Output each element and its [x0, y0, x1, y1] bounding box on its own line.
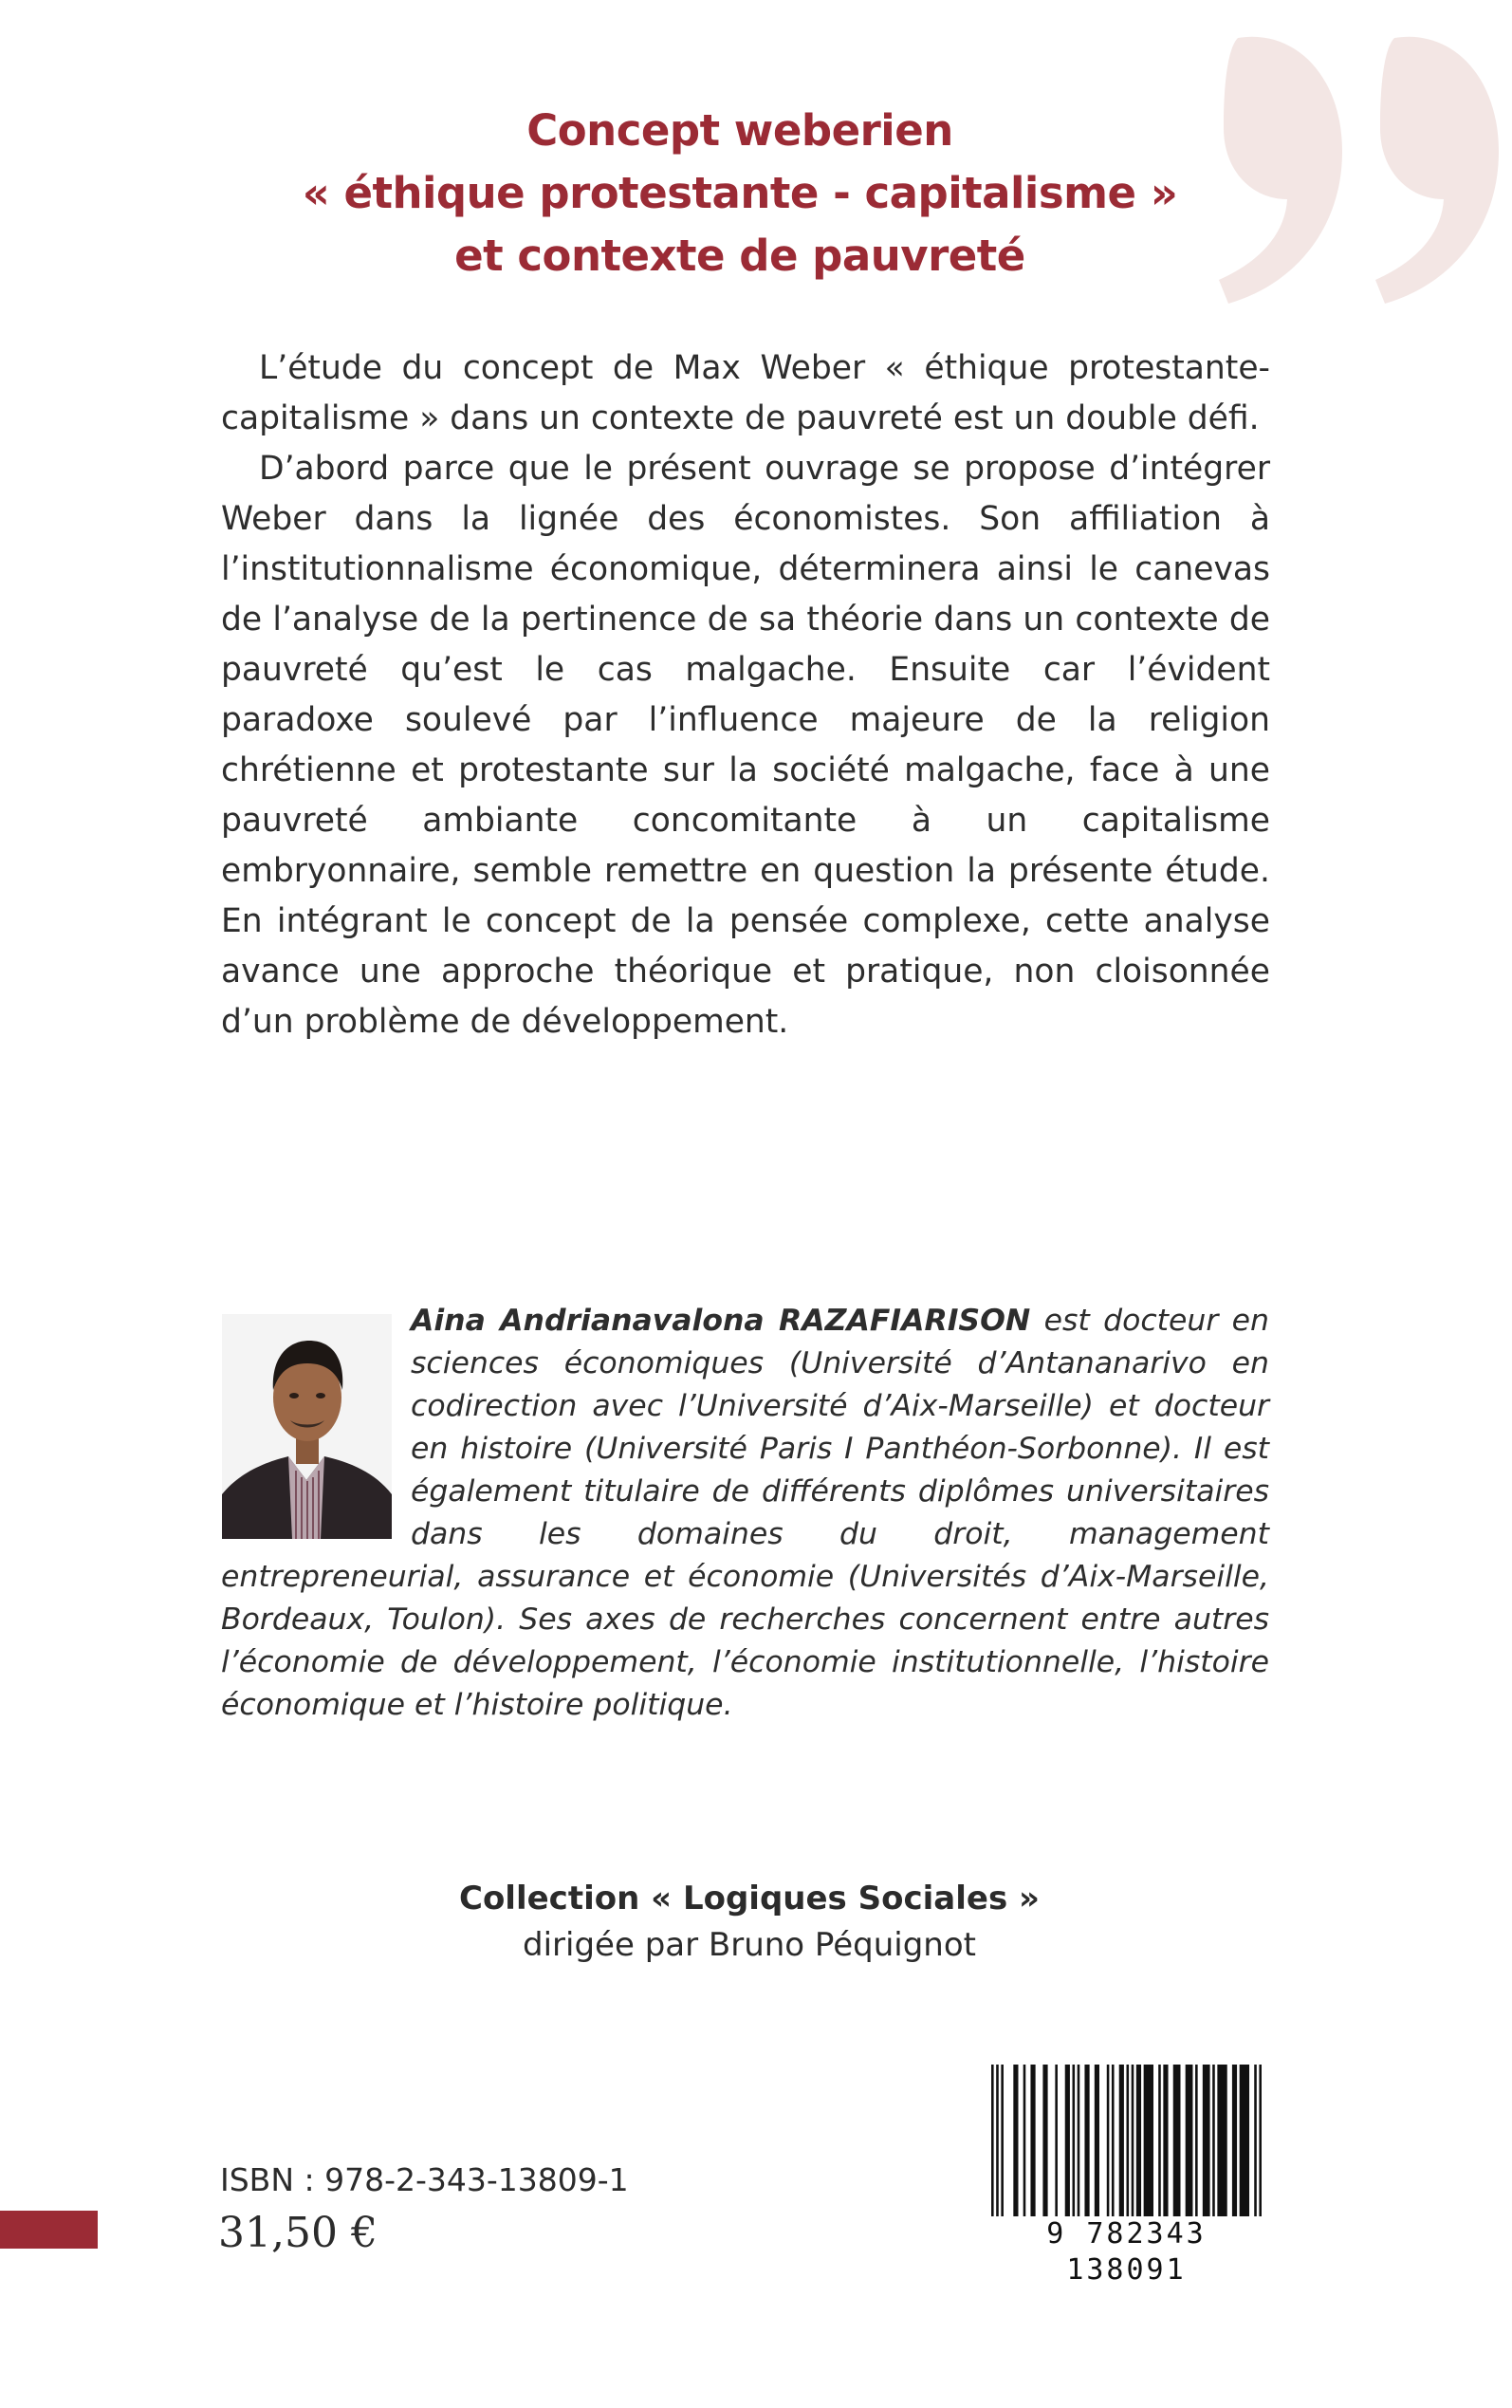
barcode-bar	[1144, 2065, 1153, 2216]
barcode-bar	[1013, 2065, 1018, 2216]
author-name: Aina Andrianavalona RAZAFIARISON	[411, 1304, 1031, 1338]
synopsis-paragraph-1: L’étude du concept de Max Weber « éthique protestante-capitalisme » dans un contexte de pauvreté est un double défi.	[221, 349, 1270, 437]
barcode-bar	[1127, 2065, 1130, 2216]
barcode-bar	[1065, 2065, 1070, 2216]
barcode-bar	[1084, 2065, 1089, 2216]
barcode-bar	[1232, 2065, 1237, 2216]
barcode-bar	[1001, 2065, 1004, 2216]
barcode-bar	[1132, 2065, 1134, 2216]
author-photo	[222, 1314, 392, 1539]
isbn: ISBN : 978-2-343-13809-1	[220, 2161, 629, 2198]
barcode-bar	[1078, 2065, 1080, 2216]
barcode-bar	[1136, 2065, 1141, 2216]
synopsis-paragraph-2: D’abord parce que le présent ouvrage se propose d’intégrer Weber dans la lignée des économistes. Son affiliation à l’institutionnalisme économique, déterminera ainsi le canevas de l’analyse de la pertinence de sa théorie dans un contexte de pauvreté qu’est le cas malgache. Ensuite car l’évident paradoxe soulevé par l’influence majeure de la religion chrétienne et protestante sur la société malgache, face à une pauvreté ambiante concomitante à un capitalisme embryonnaire, semble remettre en question la présente étude. En intégrant le concept de la pensée complexe, cette analyse avance une approche théorique et pratique, non cloisonnée d’un problème de développement.	[221, 450, 1270, 1041]
collection-director: dirigée par Bruno Péquignot	[523, 1926, 976, 1964]
barcode-bar	[1195, 2065, 1198, 2216]
collection-info	[313, 1875, 1186, 1968]
barcode-bar	[1158, 2065, 1161, 2216]
barcode-bar	[1259, 2065, 1262, 2216]
collection-title: Collection « Logiques Sociales »	[459, 1880, 1040, 1917]
book-title	[218, 100, 1262, 287]
barcode-bar	[1173, 2065, 1181, 2216]
barcode-bar	[1217, 2065, 1226, 2216]
barcode-bar	[1186, 2065, 1193, 2216]
red-accent-band	[0, 2211, 98, 2249]
barcode-bar	[1112, 2065, 1115, 2216]
barcode-bar	[1212, 2065, 1215, 2216]
barcode-bar	[1073, 2065, 1076, 2216]
barcode-bar	[1254, 2065, 1257, 2216]
barcode-bar	[1055, 2065, 1058, 2216]
barcode-bar	[1095, 2065, 1099, 2216]
barcode-bar	[1107, 2065, 1110, 2216]
author-bio-text: est docteur en sciences économiques (Université d’Antananarivo en codirection avec l’Université d’Aix-Marseille) et docteur en histoire (Université Paris I Panthéon-Sorbonne). Il est également titulaire de différents diplômes universitaires dans les domaines du droit, management entrepreneurial, assurance et économie (Universités d’Aix-Marseille, Bordeaux, Toulon). Ses axes de recherches concernent entre autres l’économie de développement, l’économie institutionnelle, l’histoire économique et l’histoire politique.	[221, 1304, 1269, 1722]
price: 31,50 €	[218, 2209, 378, 2257]
barcode-bar	[991, 2065, 994, 2216]
barcode-bar	[996, 2065, 999, 2216]
title-line-2: « éthique protestante - capitalisme »	[302, 168, 1178, 218]
barcode-digits: 9 782343 138091	[982, 2216, 1271, 2288]
title-line-3: et contexte de pauvreté	[454, 231, 1025, 281]
barcode-bar	[1163, 2065, 1168, 2216]
synopsis	[221, 343, 1270, 1047]
barcode-bar	[1023, 2065, 1026, 2216]
title-line-1: Concept weberien	[526, 105, 953, 156]
barcode-bar	[1240, 2065, 1249, 2216]
barcode-bar	[1030, 2065, 1035, 2216]
barcode-bar	[1119, 2065, 1124, 2216]
barcode-bar	[1042, 2065, 1047, 2216]
barcode-bar	[1203, 2065, 1210, 2216]
